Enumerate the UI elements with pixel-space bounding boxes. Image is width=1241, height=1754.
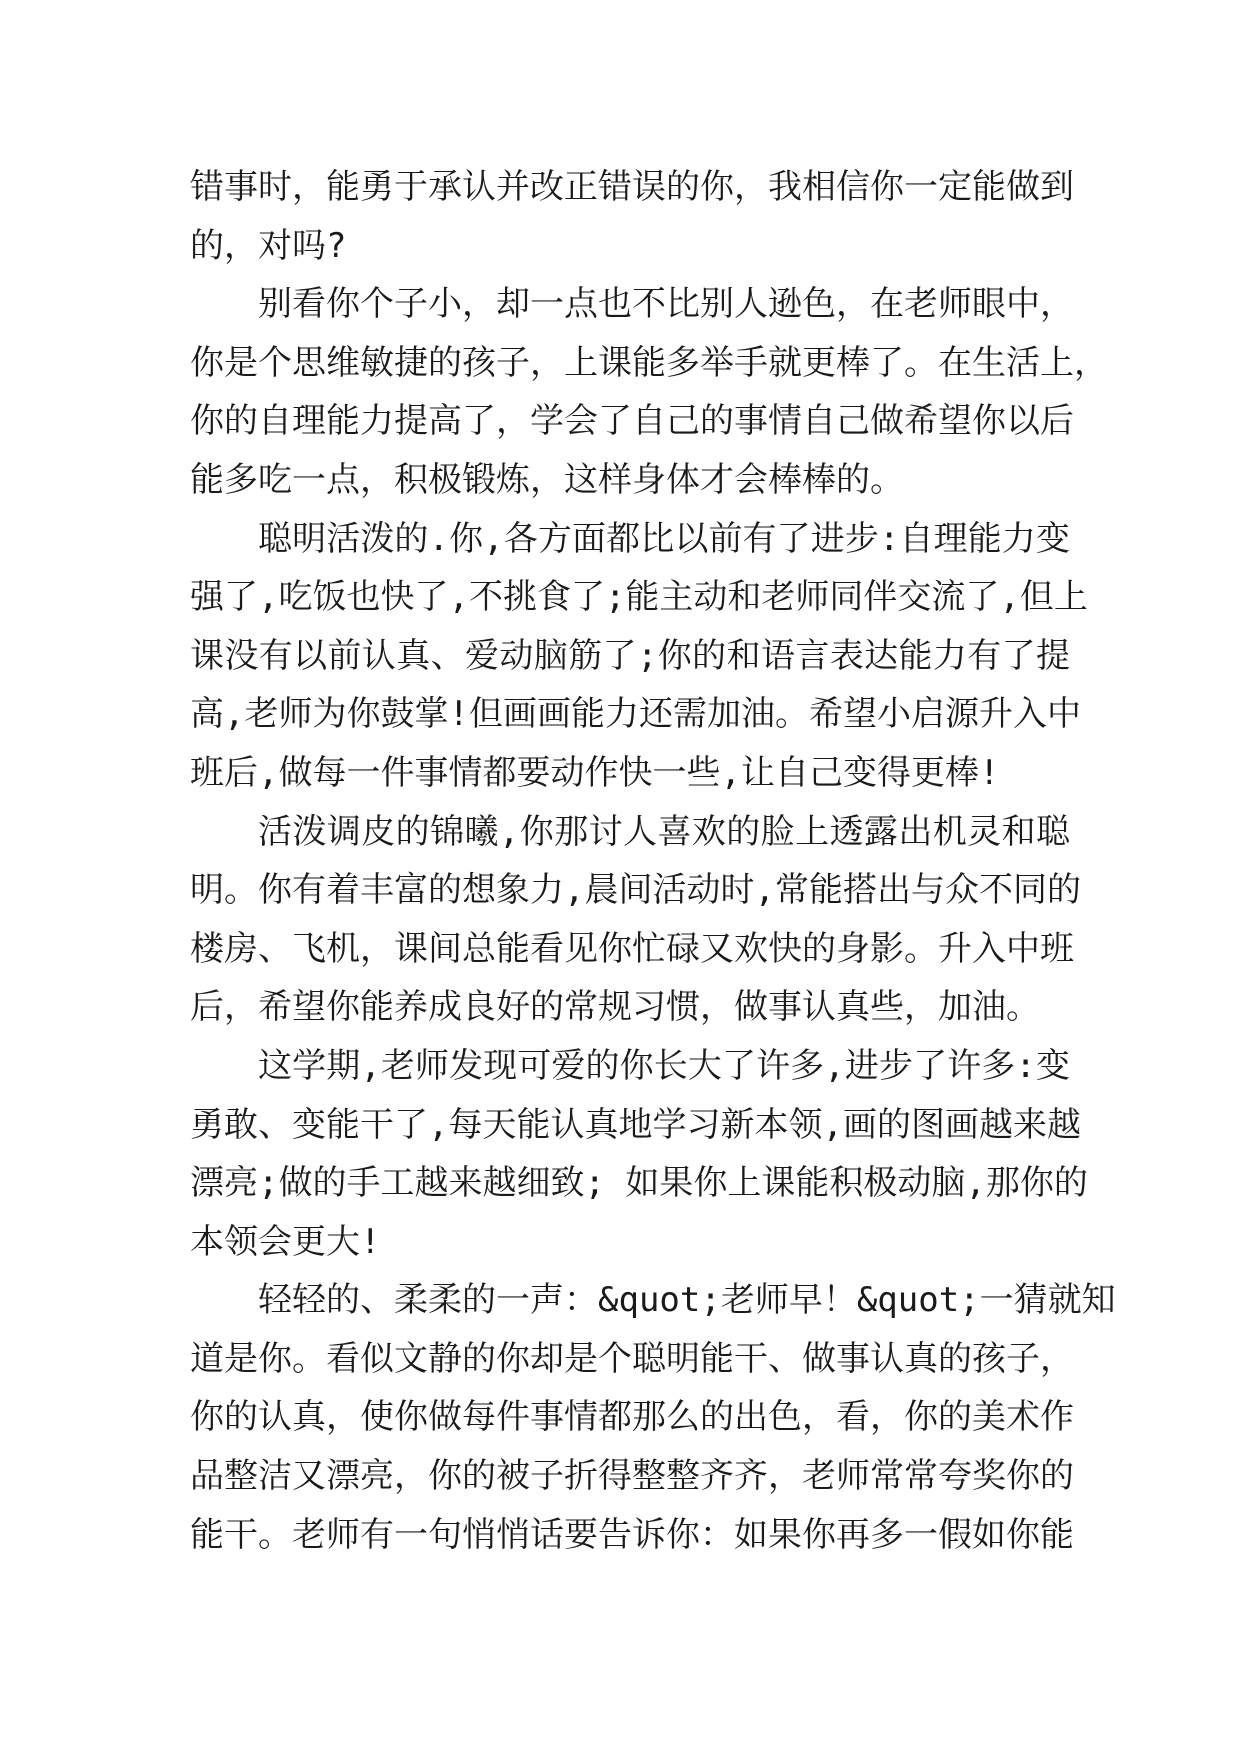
paragraph xyxy=(190,1271,1116,1564)
text-line: 漂亮;做的手工越来越细致; 如果你上课能积极动脑,那你的 xyxy=(190,1163,1088,1204)
document-body xyxy=(190,158,1116,1564)
paragraph xyxy=(190,803,1081,1037)
text-line: 道是你。看似文静的你却是个聪明能干、做事认真的孩子， xyxy=(190,1338,1074,1379)
paragraph xyxy=(190,510,1088,803)
text-line: 你是个思维敏捷的孩子，上课能多举手就更棒了。在生活上， xyxy=(190,342,1108,383)
text-line: 别看你个子小，却一点也不比别人逊色，在老师眼中， xyxy=(258,284,1074,325)
text-line: 课没有以前认真、爱动脑筋了;你的和语言表达能力有了提 xyxy=(190,635,1070,676)
text-line: 楼房、飞机，课间总能看见你忙碌又欢快的身影。升入中班 xyxy=(190,928,1074,969)
paragraph xyxy=(190,158,1074,275)
text-line: 高,老师为你鼓掌!但画画能力还需加油。希望小启源升入中 xyxy=(190,694,1081,735)
text-line: 你的认真，使你做每件事情都那么的出色，看，你的美术作 xyxy=(190,1397,1074,1438)
text-line: 这学期,老师发现可爱的你长大了许多,进步了许多:变 xyxy=(258,1045,1070,1086)
text-line: 的，对吗? xyxy=(190,225,347,266)
text-line: 明。你有着丰富的想象力,晨间活动时,常能搭出与众不同的 xyxy=(190,870,1081,911)
text-line: 强了,吃饭也快了,不挑食了;能主动和老师同伴交流了,但上 xyxy=(190,577,1088,618)
text-line: 后，希望你能养成良好的常规习惯，做事认真些，加油。 xyxy=(190,987,1040,1028)
text-line: 聪明活泼的.你,各方面都比以前有了进步:自理能力变 xyxy=(258,518,1070,559)
text-line: 你的自理能力提高了，学会了自己的事情自己做希望你以后 xyxy=(190,401,1074,442)
text-line: 活泼调皮的锦曦,你那讨人喜欢的脸上透露出机灵和聪 xyxy=(258,811,1070,852)
paragraph xyxy=(190,1037,1088,1271)
text-line: 勇敢、变能干了,每天能认真地学习新本领,画的图画越来越 xyxy=(190,1104,1081,1145)
text-line: 本领会更大! xyxy=(190,1221,381,1262)
text-line: 品整洁又漂亮，你的被子折得整整齐齐，老师常常夸奖你的 xyxy=(190,1456,1074,1497)
text-line: 能多吃一点，积极锻炼，这样身体才会棒棒的。 xyxy=(190,459,904,500)
text-line: 班后,做每一件事情都要动作快一些,让自己变得更棒! xyxy=(190,752,1000,793)
text-line: 错事时，能勇于承认并改正错误的你，我相信你一定能做到 xyxy=(190,167,1074,207)
text-line: 能干。老师有一句悄悄话要告诉你：如果你再多一假如你能 xyxy=(190,1514,1074,1555)
paragraph xyxy=(190,275,1108,509)
text-line: 轻轻的、柔柔的一声：&quot;老师早！&quot;一猜就知 xyxy=(258,1280,1116,1321)
